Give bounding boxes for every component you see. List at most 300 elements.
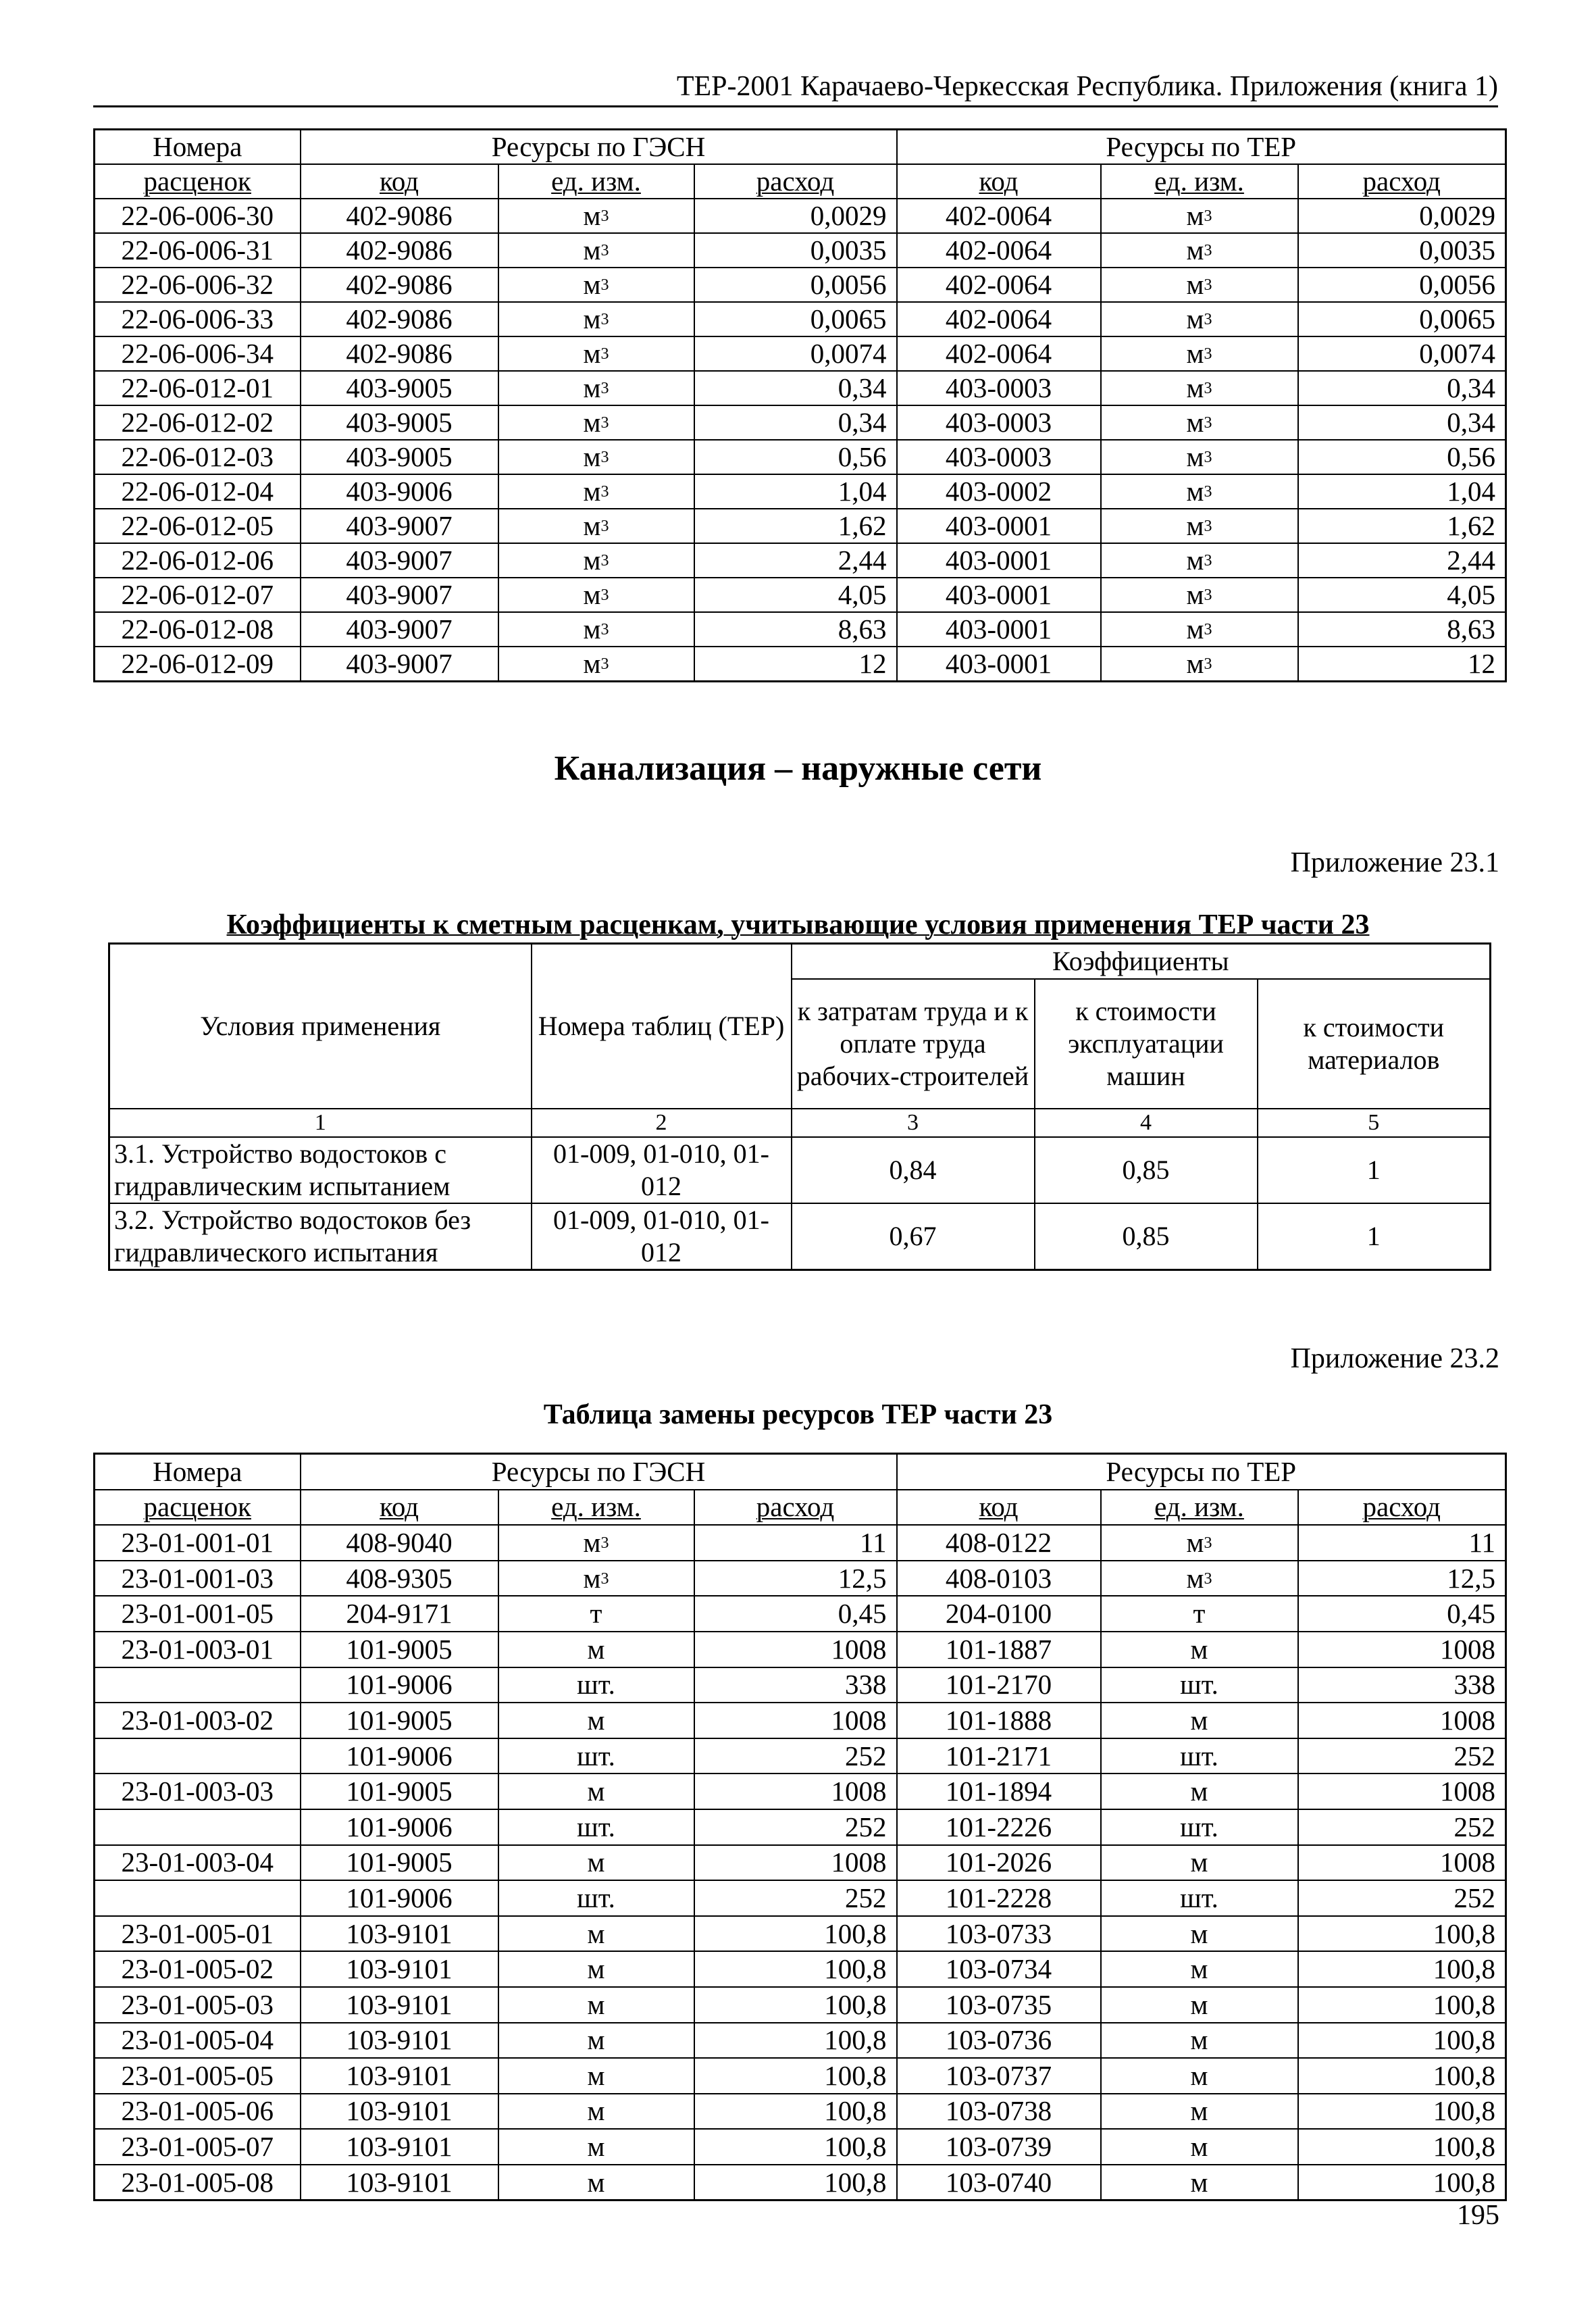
- ter-unit: [1101, 2058, 1298, 2094]
- ter-code-text: 403-0003: [945, 407, 1052, 438]
- gesn-code-text: 101-9006: [346, 1811, 453, 1842]
- gesn-consumption: [694, 2023, 897, 2059]
- page-header: [93, 68, 1498, 107]
- ter-code: [897, 440, 1101, 474]
- header-gesn-unit: ед. изм.: [498, 164, 694, 199]
- coef-header-materials: к стоимости материалов: [1258, 979, 1491, 1109]
- ter-code-text: 402-0064: [945, 200, 1052, 231]
- table-row: [95, 2129, 1506, 2165]
- ter-code-text: 103-0738: [945, 2095, 1052, 2127]
- unit-exponent: 3: [600, 345, 609, 363]
- coef-row: [109, 1203, 1491, 1270]
- ter-consumption: [1298, 1703, 1506, 1738]
- coef-header-machines: к стоимости эксплуатации машин: [1035, 979, 1258, 1109]
- ter-code: [897, 268, 1101, 302]
- gesn-code-text: 403-9005: [346, 407, 453, 438]
- table-row: [95, 1632, 1506, 1667]
- gesn-unit: [498, 233, 694, 268]
- gesn-consumption-text: 1008: [831, 1633, 887, 1665]
- header-gesn-code: код: [301, 164, 498, 199]
- rate-number-text: 23-01-001-03: [121, 1562, 274, 1594]
- ter-code-text: 103-0736: [945, 2024, 1052, 2056]
- gesn-code: [301, 1703, 498, 1738]
- gesn-code-text: 101-9005: [346, 1633, 453, 1665]
- ter-consumption-text: 100,8: [1433, 2024, 1496, 2056]
- gesn-consumption-text: 0,56: [838, 441, 887, 472]
- table-row: [95, 1916, 1506, 1952]
- gesn-consumption: [694, 371, 897, 405]
- coef-header-labor: к затратам труда и к оплате труда рабочих-строителей: [792, 979, 1035, 1109]
- ter-consumption-text: 338: [1453, 1669, 1496, 1701]
- ter-unit-text: м: [1190, 2024, 1208, 2056]
- gesn-consumption: [694, 302, 897, 336]
- ter-unit: [1101, 1738, 1298, 1774]
- resource-table-22: [93, 128, 1507, 682]
- ter-unit: [1101, 199, 1298, 233]
- gesn-unit-text: м: [587, 2131, 605, 2163]
- col-number-3: 3: [792, 1109, 1035, 1138]
- table-row: [95, 1525, 1506, 1561]
- ter-unit-text: шт.: [1180, 1669, 1218, 1701]
- rate-number-text: 22-06-006-31: [121, 234, 274, 266]
- ter-unit-text: м: [1186, 579, 1204, 610]
- ter-code: [897, 612, 1101, 647]
- ter-code-text: 103-0739: [945, 2131, 1052, 2163]
- rate-number-text: 23-01-001-05: [121, 1598, 274, 1630]
- gesn-consumption: [694, 1525, 897, 1561]
- ter-unit: [1101, 405, 1298, 440]
- ter-unit-text: м: [1186, 234, 1204, 266]
- coefficients-table: [108, 942, 1491, 1271]
- ter-unit-text: м: [1190, 1988, 1208, 2020]
- ter-consumption-text: 1008: [1440, 1846, 1496, 1878]
- gesn-consumption-text: 0,0056: [810, 269, 887, 300]
- ter-code-text: 101-2226: [945, 1811, 1052, 1842]
- rate-number-text: 23-01-005-02: [121, 1953, 274, 1985]
- gesn-code-text: 403-9007: [346, 648, 453, 679]
- ter-code-text: 103-0737: [945, 2059, 1052, 2091]
- ter-unit-text: м: [1186, 545, 1204, 576]
- ter-unit: [1101, 268, 1298, 302]
- gesn-unit-text: м: [583, 407, 601, 438]
- ter-code-text: 101-1894: [945, 1776, 1052, 1807]
- gesn-code: [301, 2058, 498, 2094]
- header-ter-consumption: расход: [1298, 164, 1506, 199]
- rate-number-text: 23-01-003-02: [121, 1704, 274, 1736]
- table-row: [95, 474, 1506, 509]
- gesn-consumption-text: 4,05: [838, 579, 887, 610]
- gesn-consumption: [694, 405, 897, 440]
- table-row: [95, 2023, 1506, 2059]
- ter-unit-text: м: [1186, 269, 1204, 300]
- ter-unit: [1101, 336, 1298, 371]
- gesn-unit: [498, 1987, 694, 2023]
- gesn-unit: [498, 1632, 694, 1667]
- gesn-consumption-text: 0,0035: [810, 234, 887, 266]
- coef-machines: 0,85: [1035, 1137, 1258, 1203]
- ter-consumption: [1298, 578, 1506, 612]
- gesn-consumption: [694, 647, 897, 682]
- gesn-code-text: 101-9005: [346, 1846, 453, 1878]
- gesn-consumption-text: 338: [845, 1669, 887, 1701]
- ter-unit: [1101, 2165, 1298, 2200]
- gesn-unit: [498, 405, 694, 440]
- unit-exponent: 3: [1204, 414, 1212, 432]
- gesn-code: [301, 1845, 498, 1881]
- ter-unit-text: м: [1186, 441, 1204, 472]
- col-number-1: 1: [109, 1109, 532, 1138]
- gesn-unit-text: м: [587, 1633, 605, 1665]
- gesn-consumption-text: 0,0074: [810, 338, 887, 369]
- table-row: [95, 647, 1506, 682]
- gesn-code: [301, 1774, 498, 1809]
- ter-consumption-text: 0,0056: [1419, 269, 1496, 300]
- ter-consumption: [1298, 2023, 1506, 2059]
- gesn-consumption: [694, 509, 897, 543]
- gesn-code: [301, 543, 498, 578]
- ter-consumption: [1298, 1845, 1506, 1881]
- gesn-code-text: 402-9086: [346, 338, 453, 369]
- gesn-unit-text: м: [583, 579, 601, 610]
- unit-exponent: 3: [600, 207, 609, 225]
- ter-unit-text: шт.: [1180, 1740, 1218, 1771]
- ter-consumption-text: 252: [1453, 1740, 1496, 1771]
- ter-consumption: [1298, 474, 1506, 509]
- ter-unit-text: м: [1190, 1953, 1208, 1985]
- rate-number: [95, 2023, 301, 2059]
- rate-number-text: 22-06-006-32: [121, 269, 274, 300]
- ter-consumption-text: 1008: [1440, 1633, 1496, 1665]
- gesn-code-text: 103-9101: [346, 2024, 453, 2056]
- ter-unit: [1101, 2129, 1298, 2165]
- ter-code-text: 408-0122: [945, 1526, 1052, 1558]
- rate-number: [95, 1667, 301, 1703]
- ter-code-text: 403-0001: [945, 579, 1052, 610]
- table-row: [95, 2094, 1506, 2130]
- header-gesn: Ресурсы по ГЭСН: [301, 1454, 897, 1490]
- ter-code-text: 403-0001: [945, 613, 1052, 645]
- gesn-consumption: [694, 268, 897, 302]
- gesn-unit-text: т: [590, 1598, 602, 1630]
- ter-code: [897, 1632, 1101, 1667]
- gesn-unit-text: м: [587, 1846, 605, 1878]
- gesn-unit-text: м: [583, 200, 601, 231]
- col-number-2: 2: [532, 1109, 792, 1138]
- gesn-consumption: [694, 1809, 897, 1845]
- col-number-4: 4: [1035, 1109, 1258, 1138]
- rate-number-text: 23-01-005-05: [121, 2059, 274, 2091]
- ter-consumption-text: 100,8: [1433, 2166, 1496, 2198]
- ter-consumption: [1298, 302, 1506, 336]
- unit-exponent: 3: [600, 380, 609, 397]
- rate-number-text: 22-06-012-03: [121, 441, 274, 472]
- header-rate-numbers: Номера: [95, 1454, 301, 1490]
- unit-exponent: 3: [600, 552, 609, 570]
- ter-unit: [1101, 1987, 1298, 2023]
- gesn-consumption-text: 1008: [831, 1704, 887, 1736]
- rate-number: [95, 543, 301, 578]
- gesn-code: [301, 440, 498, 474]
- ter-code-text: 103-0735: [945, 1988, 1052, 2020]
- ter-code-text: 403-0003: [945, 372, 1052, 403]
- ter-code: [897, 336, 1101, 371]
- ter-unit: [1101, 647, 1298, 682]
- gesn-code: [301, 2023, 498, 2059]
- gesn-consumption: [694, 199, 897, 233]
- gesn-unit: [498, 1667, 694, 1703]
- gesn-unit: [498, 1845, 694, 1881]
- rate-number: [95, 1525, 301, 1561]
- unit-exponent: 3: [600, 1534, 609, 1552]
- coef-condition: 3.1. Устройство водостоков с гидравлическим испытанием: [109, 1137, 532, 1203]
- ter-consumption-text: 252: [1453, 1882, 1496, 1913]
- unit-exponent: 3: [1204, 449, 1212, 466]
- gesn-code-text: 101-9006: [346, 1669, 453, 1701]
- rate-number-text: 22-06-006-30: [121, 200, 274, 231]
- gesn-unit: [498, 1809, 694, 1845]
- ter-unit: [1101, 1667, 1298, 1703]
- ter-consumption: [1298, 1987, 1506, 2023]
- ter-consumption-text: 100,8: [1433, 1917, 1496, 1949]
- ter-consumption-text: 0,0074: [1419, 338, 1496, 369]
- rate-number: [95, 1809, 301, 1845]
- ter-code: [897, 2165, 1101, 2200]
- table-row: [95, 233, 1506, 268]
- ter-code: [897, 1951, 1101, 1987]
- gesn-unit-text: м: [587, 2059, 605, 2091]
- unit-exponent: 3: [600, 586, 609, 604]
- gesn-unit: [498, 371, 694, 405]
- rate-number: [95, 233, 301, 268]
- coef-header-tables: Номера таблиц (ТЕР): [532, 944, 792, 1109]
- ter-code-text: 403-0002: [945, 476, 1052, 507]
- ter-unit-text: шт.: [1180, 1811, 1218, 1842]
- table-row: [95, 1667, 1506, 1703]
- table-row: [95, 199, 1506, 233]
- gesn-unit: [498, 2058, 694, 2094]
- gesn-unit: [498, 509, 694, 543]
- unit-exponent: 3: [600, 483, 609, 501]
- gesn-unit: [498, 1774, 694, 1809]
- gesn-code-text: 403-9007: [346, 510, 453, 541]
- header-rate-numbers-2: расценок: [95, 164, 301, 199]
- ter-consumption-text: 1008: [1440, 1704, 1496, 1736]
- coef-machines: 0,85: [1035, 1203, 1258, 1270]
- rate-number-text: 23-01-005-08: [121, 2166, 274, 2198]
- ter-consumption: [1298, 2129, 1506, 2165]
- ter-unit: [1101, 1561, 1298, 1596]
- coef-materials: 1: [1258, 1137, 1491, 1203]
- coef-labor: 0,84: [792, 1137, 1035, 1203]
- header-ter-code: код: [897, 1490, 1101, 1526]
- ter-unit-text: м: [1186, 200, 1204, 231]
- ter-consumption: [1298, 371, 1506, 405]
- ter-unit-text: м: [1190, 1776, 1208, 1807]
- ter-unit: [1101, 1774, 1298, 1809]
- rate-number: [95, 1916, 301, 1952]
- gesn-code: [301, 336, 498, 371]
- gesn-consumption-text: 100,8: [824, 2059, 887, 2091]
- gesn-code-text: 204-9171: [346, 1598, 453, 1630]
- ter-unit: [1101, 543, 1298, 578]
- gesn-unit-text: м: [587, 2024, 605, 2056]
- gesn-code-text: 402-9086: [346, 200, 453, 231]
- gesn-code-text: 103-9101: [346, 2131, 453, 2163]
- ter-unit: [1101, 578, 1298, 612]
- gesn-consumption: [694, 1951, 897, 1987]
- gesn-code: [301, 371, 498, 405]
- gesn-code-text: 101-9006: [346, 1740, 453, 1771]
- ter-consumption-text: 100,8: [1433, 2059, 1496, 2091]
- ter-consumption-text: 100,8: [1433, 1988, 1496, 2020]
- ter-code-text: 103-0740: [945, 2166, 1052, 2198]
- gesn-unit: [498, 1738, 694, 1774]
- gesn-code: [301, 509, 498, 543]
- gesn-code-text: 101-9005: [346, 1776, 453, 1807]
- rate-number-text: 23-01-005-03: [121, 1988, 274, 2020]
- rate-number-text: 22-06-012-04: [121, 476, 274, 507]
- ter-consumption: [1298, 1738, 1506, 1774]
- gesn-consumption: [694, 1561, 897, 1596]
- gesn-unit: [498, 302, 694, 336]
- rate-number: [95, 268, 301, 302]
- gesn-consumption: [694, 440, 897, 474]
- gesn-unit: [498, 578, 694, 612]
- ter-consumption: [1298, 2058, 1506, 2094]
- ter-code: [897, 2129, 1101, 2165]
- ter-consumption: [1298, 1561, 1506, 1596]
- gesn-code-text: 101-9005: [346, 1704, 453, 1736]
- ter-consumption-text: 11: [1468, 1526, 1496, 1558]
- rate-number-text: 23-01-003-03: [121, 1776, 274, 1807]
- ter-unit: [1101, 1880, 1298, 1916]
- ter-code: [897, 2058, 1101, 2094]
- gesn-unit-text: шт.: [577, 1740, 615, 1771]
- gesn-code: [301, 1738, 498, 1774]
- gesn-consumption-text: 2,44: [838, 545, 887, 576]
- ter-code: [897, 1596, 1101, 1632]
- gesn-code-text: 403-9007: [346, 545, 453, 576]
- gesn-unit: [498, 612, 694, 647]
- appendix-label-1: Приложение 23.1: [1290, 847, 1499, 878]
- ter-unit-text: м: [1190, 1846, 1208, 1878]
- rate-number: [95, 302, 301, 336]
- table-row: [95, 543, 1506, 578]
- rate-number: [95, 1880, 301, 1916]
- gesn-code: [301, 612, 498, 647]
- gesn-unit-text: м: [583, 372, 601, 403]
- rate-number-text: 22-06-006-33: [121, 303, 274, 334]
- gesn-code: [301, 405, 498, 440]
- gesn-code-text: 103-9101: [346, 2095, 453, 2127]
- coefficients-caption-text: Коэффициенты к сметным расценкам, учитывающие условия применения ТЕР части 23: [226, 909, 1370, 940]
- ter-unit-text: шт.: [1180, 1882, 1218, 1913]
- coef-condition: 3.2. Устройство водостоков без гидравлического испытания: [109, 1203, 532, 1270]
- ter-code: [897, 578, 1101, 612]
- unit-exponent: 3: [1204, 345, 1212, 363]
- gesn-unit-text: м: [583, 338, 601, 369]
- coef-row: [109, 1137, 1491, 1203]
- ter-unit-text: м: [1186, 407, 1204, 438]
- ter-consumption-text: 1,62: [1447, 510, 1496, 541]
- gesn-code: [301, 1809, 498, 1845]
- ter-consumption-text: 0,0029: [1419, 200, 1496, 231]
- table-row: [95, 1561, 1506, 1596]
- gesn-consumption-text: 252: [845, 1811, 887, 1842]
- gesn-unit-text: шт.: [577, 1882, 615, 1913]
- rate-number: [95, 1774, 301, 1809]
- ter-code: [897, 2023, 1101, 2059]
- gesn-unit: [498, 2023, 694, 2059]
- gesn-unit: [498, 2094, 694, 2130]
- gesn-consumption-text: 100,8: [824, 1953, 887, 1985]
- gesn-code: [301, 199, 498, 233]
- unit-exponent: 3: [1204, 518, 1212, 535]
- rate-number: [95, 2094, 301, 2130]
- coef-labor: 0,67: [792, 1203, 1035, 1270]
- unit-exponent: 3: [1204, 276, 1212, 294]
- ter-unit-text: м: [1186, 476, 1204, 507]
- rate-number-text: 23-01-003-01: [121, 1633, 274, 1665]
- rate-number: [95, 1951, 301, 1987]
- gesn-unit-text: м: [583, 269, 601, 300]
- rate-number: [95, 371, 301, 405]
- unit-exponent: 3: [1204, 1534, 1212, 1552]
- gesn-unit-text: м: [583, 1526, 601, 1558]
- ter-code-text: 402-0064: [945, 234, 1052, 266]
- ter-code: [897, 302, 1101, 336]
- gesn-consumption: [694, 2094, 897, 2130]
- ter-unit-text: т: [1193, 1598, 1206, 1630]
- ter-unit: [1101, 474, 1298, 509]
- ter-unit-text: м: [1190, 1704, 1208, 1736]
- ter-consumption-text: 100,8: [1433, 2131, 1496, 2163]
- gesn-consumption: [694, 1667, 897, 1703]
- gesn-consumption-text: 100,8: [824, 2024, 887, 2056]
- unit-exponent: 3: [600, 311, 609, 328]
- ter-consumption-text: 2,44: [1447, 545, 1496, 576]
- rate-number: [95, 509, 301, 543]
- ter-code: [897, 1738, 1101, 1774]
- ter-consumption-text: 4,05: [1447, 579, 1496, 610]
- gesn-unit: [498, 1596, 694, 1632]
- ter-unit-text: м: [1186, 1526, 1204, 1558]
- unit-exponent: 3: [1204, 242, 1212, 259]
- rate-number: [95, 2129, 301, 2165]
- gesn-consumption-text: 1,04: [838, 476, 887, 507]
- ter-code-text: 403-0003: [945, 441, 1052, 472]
- table3-body: [95, 1525, 1506, 2200]
- ter-consumption: [1298, 2094, 1506, 2130]
- ter-consumption: [1298, 2165, 1506, 2200]
- rate-number: [95, 612, 301, 647]
- ter-code-text: 101-2228: [945, 1882, 1052, 1913]
- gesn-consumption: [694, 1596, 897, 1632]
- coef-materials: 1: [1258, 1203, 1491, 1270]
- ter-unit: [1101, 1809, 1298, 1845]
- unit-exponent: 3: [600, 449, 609, 466]
- unit-exponent: 3: [1204, 655, 1212, 673]
- gesn-unit: [498, 2165, 694, 2200]
- gesn-unit: [498, 268, 694, 302]
- gesn-code: [301, 2165, 498, 2200]
- gesn-unit: [498, 199, 694, 233]
- ter-code: [897, 199, 1101, 233]
- gesn-consumption-text: 0,0065: [810, 303, 887, 334]
- gesn-unit: [498, 647, 694, 682]
- table-row: [95, 509, 1506, 543]
- gesn-consumption: [694, 1703, 897, 1738]
